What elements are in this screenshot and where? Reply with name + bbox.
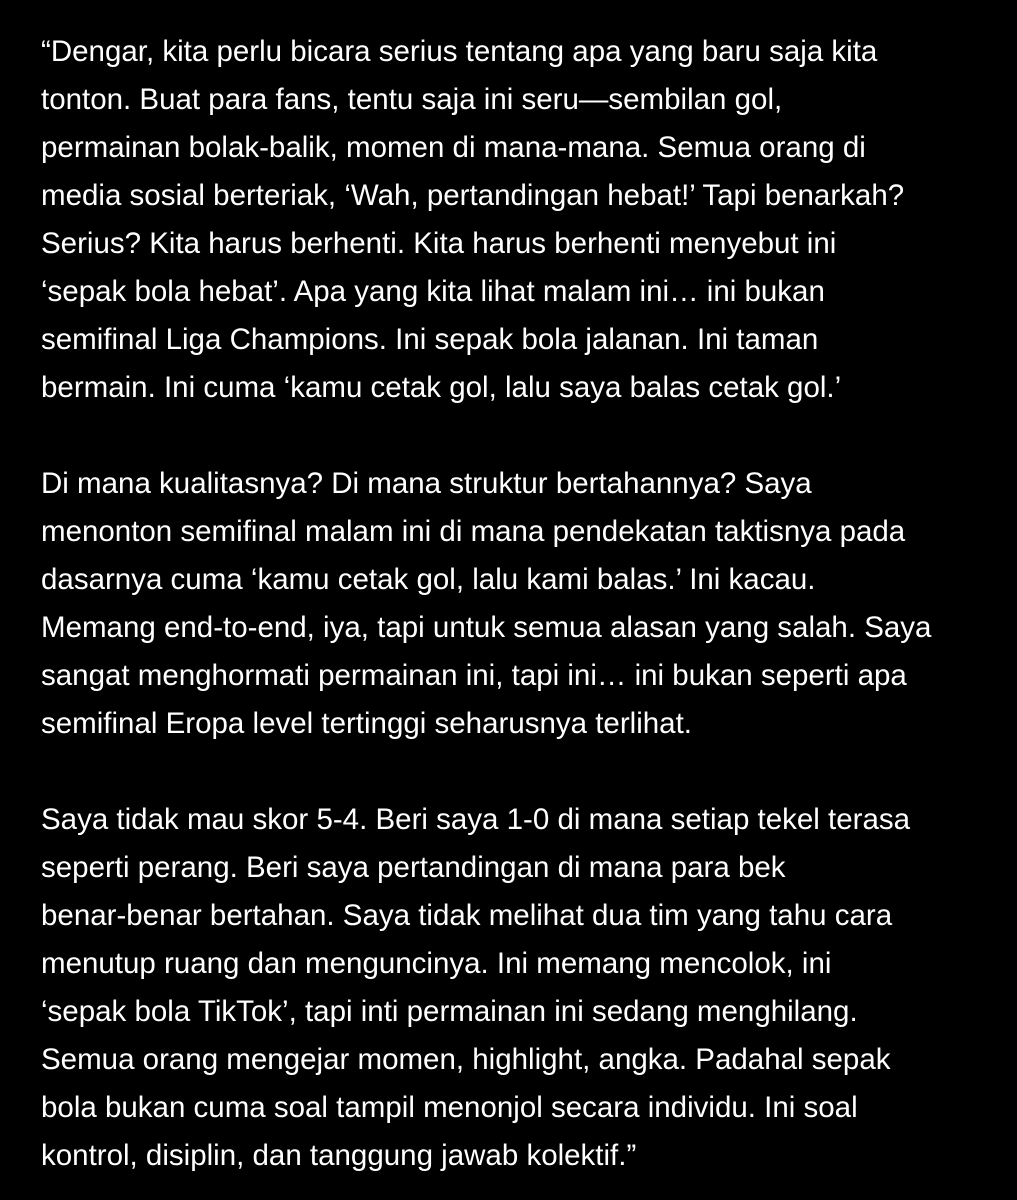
text-line: bermain. Ini cuma ‘kamu cetak gol, lalu saya balas cetak gol.’ bbox=[41, 371, 842, 404]
paragraph-1 bbox=[41, 28, 986, 412]
text-line: permainan bolak-balik, momen di mana-mana. Semua orang di bbox=[41, 131, 866, 164]
text-line: media sosial berteriak, ‘Wah, pertandingan hebat!’ Tapi benarkah? bbox=[41, 179, 905, 212]
quote-text-block bbox=[41, 28, 986, 1180]
paragraph-spacer bbox=[41, 748, 986, 796]
text-line: dasarnya cuma ‘kamu cetak gol, lalu kami balas.’ Ini kacau. bbox=[41, 563, 816, 596]
text-line: ‘sepak bola hebat’. Apa yang kita lihat malam ini… ini bukan bbox=[41, 275, 825, 308]
text-line: semifinal Eropa level tertinggi seharusnya terlihat. bbox=[41, 707, 692, 740]
text-line: Serius? Kita harus berhenti. Kita harus berhenti menyebut ini bbox=[41, 227, 837, 260]
text-line: Memang end-to-end, iya, tapi untuk semua alasan yang salah. Saya bbox=[41, 611, 932, 644]
text-line: Semua orang mengejar momen, highlight, angka. Padahal sepak bbox=[41, 1043, 891, 1076]
text-line: kontrol, disiplin, dan tanggung jawab kolektif.” bbox=[41, 1139, 637, 1172]
text-line: Saya tidak mau skor 5-4. Beri saya 1-0 di mana setiap tekel terasa bbox=[41, 803, 911, 836]
text-line: tonton. Buat para fans, tentu saja ini seru—sembilan gol, bbox=[41, 83, 783, 116]
text-line: Di mana kualitasnya? Di mana struktur bertahannya? Saya bbox=[41, 467, 812, 500]
text-line: menonton semifinal malam ini di mana pendekatan taktisnya pada bbox=[41, 515, 906, 548]
text-line: sangat menghormati permainan ini, tapi ini… ini bukan seperti apa bbox=[41, 659, 907, 692]
text-line: semifinal Liga Champions. Ini sepak bola jalanan. Ini taman bbox=[41, 323, 819, 356]
paragraph-2 bbox=[41, 460, 986, 748]
text-line: ‘sepak bola TikTok’, tapi inti permainan ini sedang menghilang. bbox=[41, 995, 858, 1028]
text-line: “Dengar, kita perlu bicara serius tentang apa yang baru saja kita bbox=[41, 35, 878, 68]
text-line: benar-benar bertahan. Saya tidak melihat dua tim yang tahu cara bbox=[41, 899, 893, 932]
text-line: seperti perang. Beri saya pertandingan di mana para bek bbox=[41, 851, 786, 884]
paragraph-spacer bbox=[41, 412, 986, 460]
text-line: bola bukan cuma soal tampil menonjol secara individu. Ini soal bbox=[41, 1091, 858, 1124]
paragraph-3 bbox=[41, 796, 986, 1180]
text-line: menutup ruang dan menguncinya. Ini memang mencolok, ini bbox=[41, 947, 832, 980]
